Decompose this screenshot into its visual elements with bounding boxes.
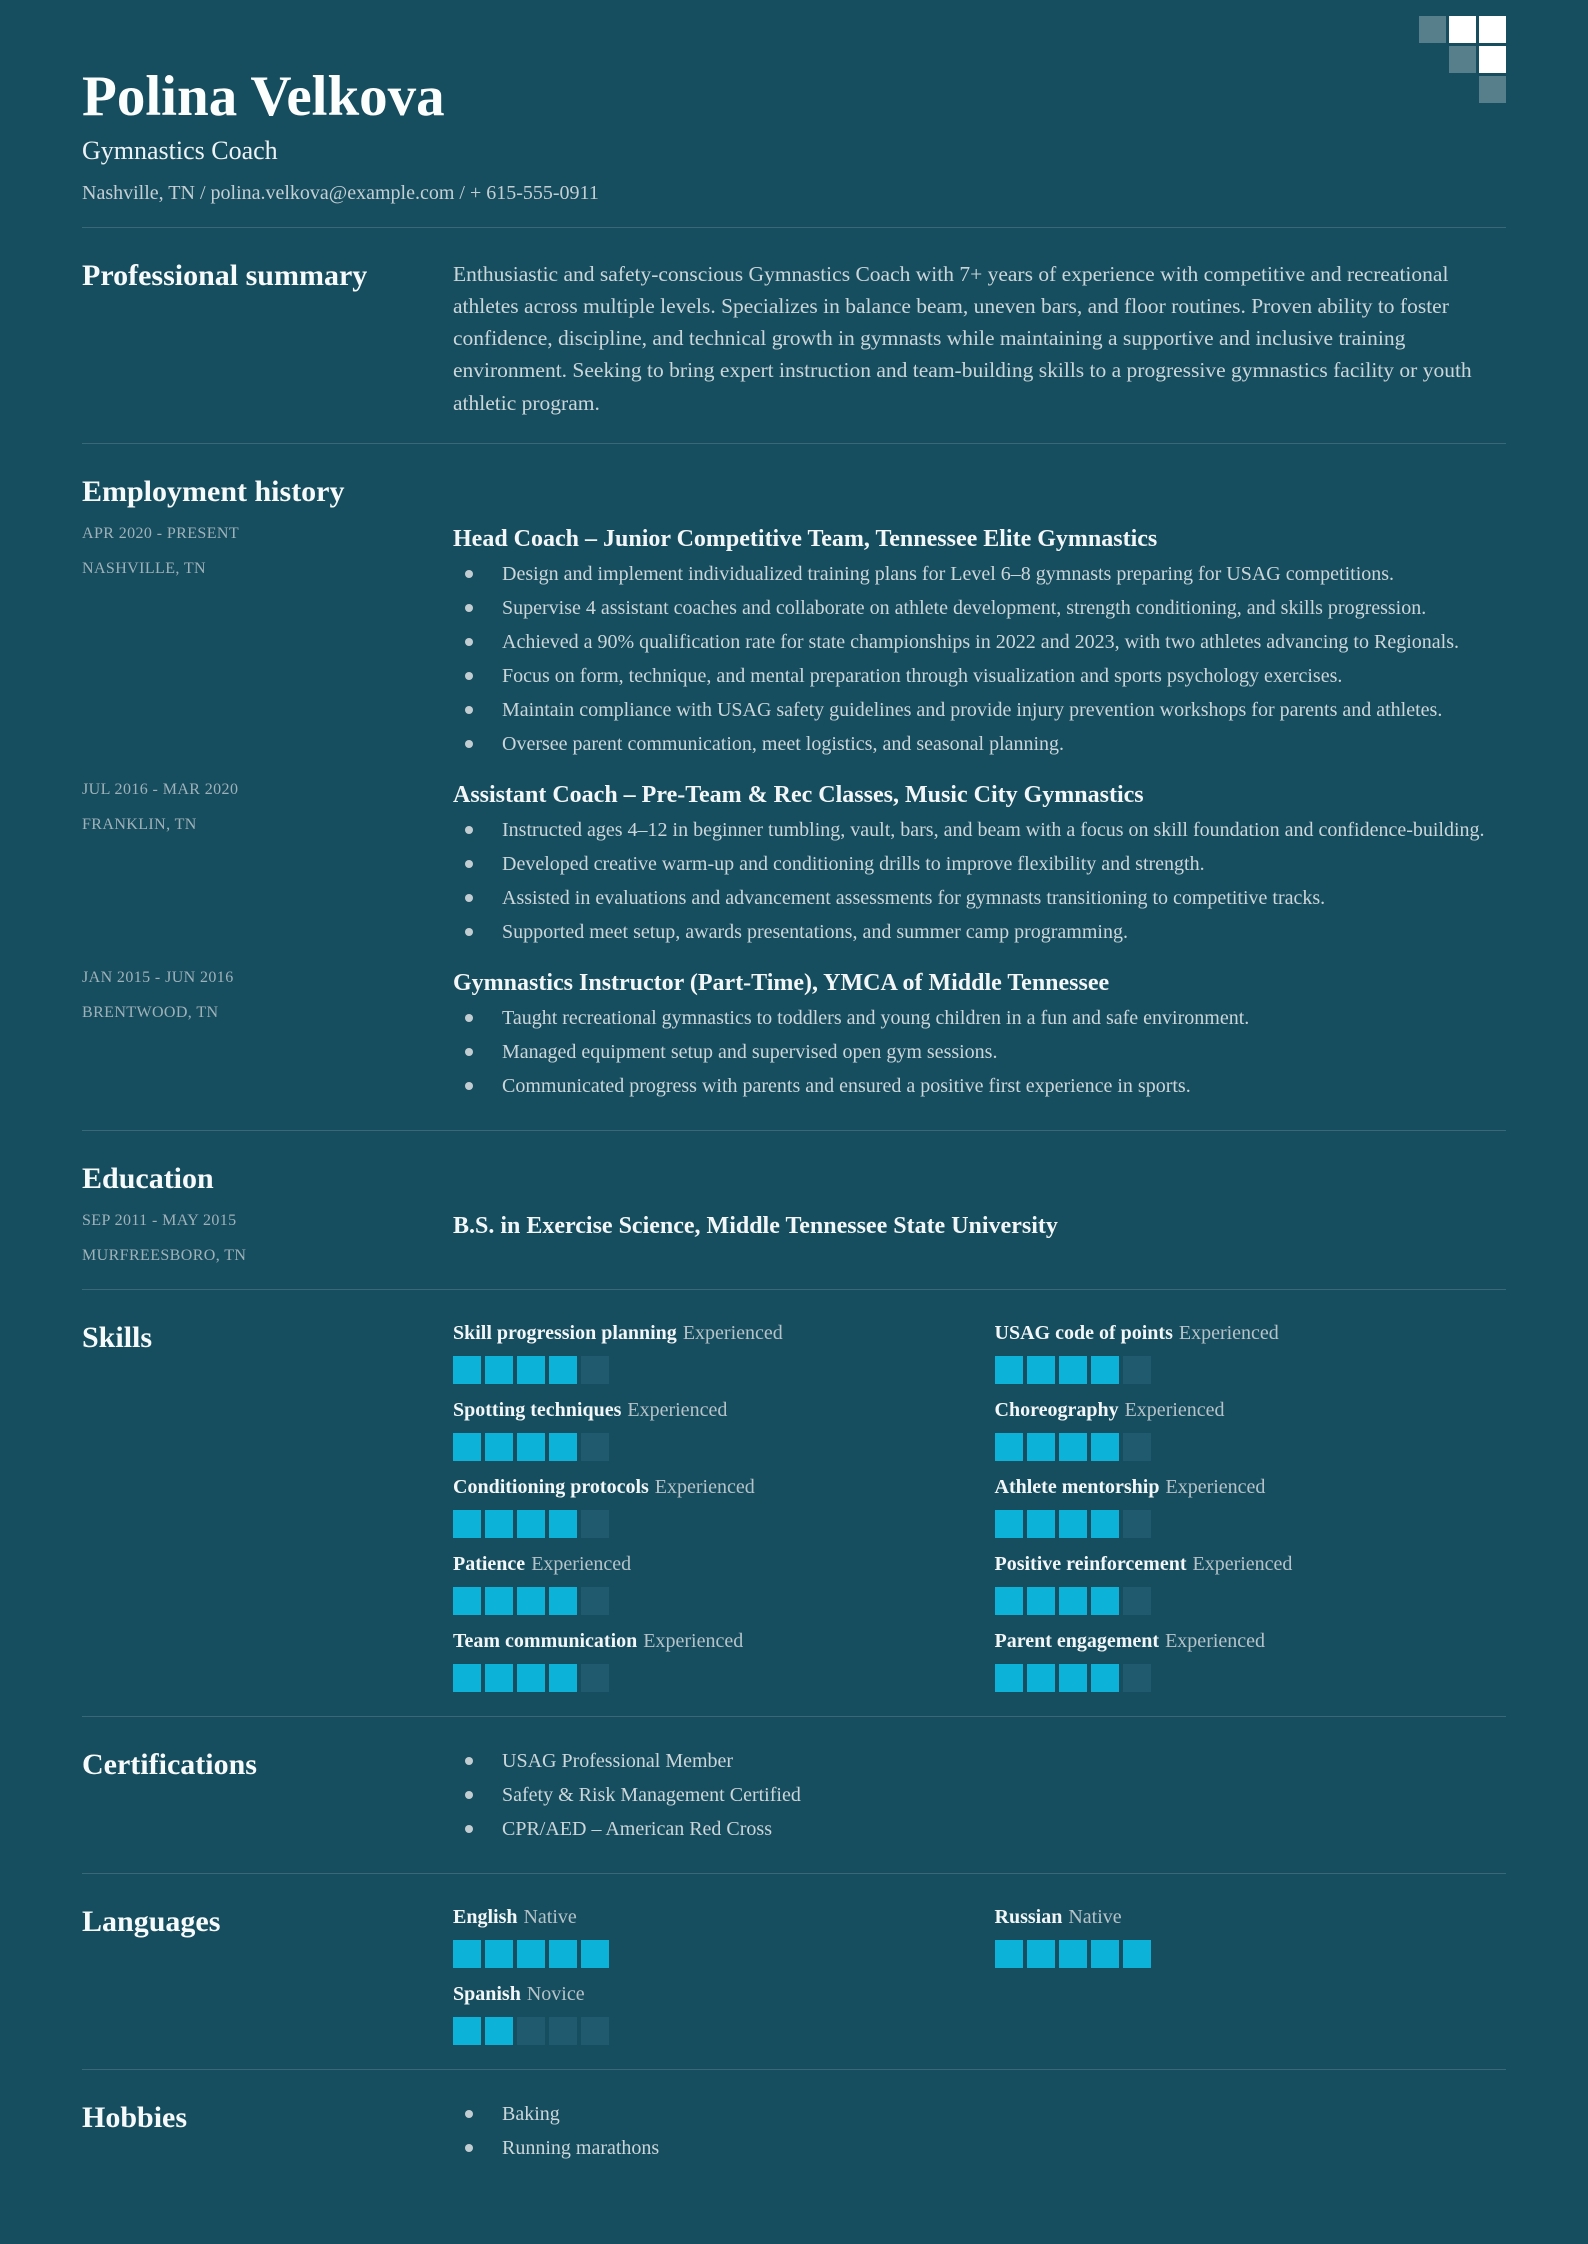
- skill-level-label: Experienced: [682, 1322, 783, 1345]
- contact-line: Nashville, TN / polina.velkova@example.com / + 615-555-0911: [82, 181, 599, 204]
- entry-meta: [82, 780, 453, 834]
- skill-name: Conditioning protocols: [453, 1476, 649, 1499]
- level-square: [1123, 1587, 1151, 1615]
- level-square: [995, 1510, 1023, 1538]
- level-square: [581, 2017, 609, 2045]
- language-level-label: Native: [1068, 1906, 1122, 1929]
- level-square: [1091, 1587, 1119, 1615]
- language-level-bar: [453, 2017, 965, 2045]
- skill-item: [995, 1474, 1507, 1538]
- employment-entry: [82, 968, 1506, 1106]
- level-square: [581, 1664, 609, 1692]
- entry-bullet-list: [453, 1004, 1506, 1101]
- skill-item: [995, 1628, 1507, 1692]
- level-square: [549, 1510, 577, 1538]
- skill-level-bar: [453, 1433, 965, 1461]
- skill-level-label: Experienced: [1165, 1630, 1266, 1653]
- language-item: [453, 1904, 965, 1968]
- skill-item: [995, 1397, 1507, 1461]
- section-employment-history: [82, 443, 1506, 1130]
- level-square: [549, 2017, 577, 2045]
- entry-title: B.S. in Exercise Science, Middle Tennessee State University: [453, 1212, 1058, 1239]
- level-square: [453, 1433, 481, 1461]
- bullet-item: Achieved a 90% qualification rate for state championships in 2022 and 2023, with two athletes advancing to Regionals.: [453, 628, 1506, 657]
- section-heading-skills: Skills: [82, 1321, 153, 1355]
- skill-level-bar: [995, 1587, 1507, 1615]
- level-square: [549, 1587, 577, 1615]
- level-square: [995, 1664, 1023, 1692]
- bullet-item: Developed creative warm-up and conditioning drills to improve flexibility and strength.: [453, 850, 1506, 879]
- language-head: [995, 1904, 1507, 1930]
- employment-entries: [82, 524, 1506, 1106]
- skill-item: [995, 1551, 1507, 1615]
- level-square: [485, 1356, 513, 1384]
- bullet-item: Design and implement individualized training plans for Level 6–8 gymnasts preparing for USAG competitions.: [453, 560, 1506, 589]
- entry-bullet-list: [453, 816, 1506, 947]
- bullet-item: Communicated progress with parents and ensured a positive first experience in sports.: [453, 1072, 1506, 1101]
- level-square: [485, 2017, 513, 2045]
- hobby-item: Running marathons: [453, 2134, 1506, 2163]
- level-square: [485, 1587, 513, 1615]
- level-square: [549, 1356, 577, 1384]
- level-square: [1123, 1664, 1151, 1692]
- skill-level-bar: [995, 1356, 1507, 1384]
- level-square: [995, 1940, 1023, 1968]
- level-square: [1059, 1433, 1087, 1461]
- language-level-bar: [995, 1940, 1507, 1968]
- level-square: [1027, 1664, 1055, 1692]
- language-head: [453, 1981, 965, 2007]
- skill-level-bar: [995, 1510, 1507, 1538]
- skill-item: [453, 1320, 965, 1384]
- section-professional-summary: [82, 227, 1506, 443]
- skill-head: [995, 1551, 1507, 1577]
- level-square: [995, 1433, 1023, 1461]
- skill-name: Team communication: [453, 1630, 638, 1653]
- entry-location: BRENTWOOD, TN: [82, 1003, 219, 1021]
- skill-name: Choreography: [994, 1399, 1119, 1422]
- bullet-item: Supervise 4 assistant coaches and collaborate on athlete development, strength conditioning, and skills progression.: [453, 594, 1506, 623]
- skill-name: USAG code of points: [994, 1322, 1173, 1345]
- employment-entry: [82, 524, 1506, 764]
- level-square: [1059, 1587, 1087, 1615]
- level-square: [453, 1356, 481, 1384]
- entry-dates: JAN 2015 - JUN 2016: [82, 968, 234, 986]
- level-square: [1059, 1940, 1087, 1968]
- skill-level-label: Experienced: [654, 1476, 755, 1499]
- logo-square: [1419, 16, 1446, 43]
- level-square: [581, 1433, 609, 1461]
- certification-item: Safety & Risk Management Certified: [453, 1781, 1506, 1810]
- section-hobbies: [82, 2069, 1506, 2192]
- skill-name: Patience: [453, 1553, 526, 1576]
- person-name: Polina Velkova: [82, 65, 445, 128]
- skill-head: [453, 1320, 965, 1346]
- skill-head: [453, 1474, 965, 1500]
- skill-head: [453, 1628, 965, 1654]
- level-square: [517, 1433, 545, 1461]
- skill-head: [995, 1320, 1507, 1346]
- language-name: English: [453, 1906, 518, 1929]
- certification-list: [453, 1747, 1506, 1849]
- employment-entry: [82, 780, 1506, 952]
- skill-level-bar: [995, 1664, 1507, 1692]
- section-heading-languages: Languages: [82, 1905, 221, 1939]
- level-square: [453, 1510, 481, 1538]
- section-education: [82, 1130, 1506, 1289]
- languages-grid: [453, 1904, 1506, 2045]
- level-square: [1123, 1510, 1151, 1538]
- skill-head: [995, 1628, 1507, 1654]
- entry-location: MURFREESBORO, TN: [82, 1246, 247, 1264]
- level-square: [1091, 1940, 1119, 1968]
- level-square: [453, 1587, 481, 1615]
- section-certifications: [82, 1716, 1506, 1873]
- skill-name: Parent engagement: [994, 1630, 1160, 1653]
- skill-name: Skill progression planning: [453, 1322, 677, 1345]
- level-square: [453, 1664, 481, 1692]
- level-square: [1027, 1510, 1055, 1538]
- language-item: [453, 1981, 965, 2045]
- summary-text: Enthusiastic and safety-conscious Gymnastics Coach with 7+ years of experience with competitive and recreational athletes across multiple levels. Specializes in balance beam, uneven bars, and floor routines. Proven ability to foster confidence, discipline, and technical growth in gymnasts while maintaining a supportive and inclusive training environment. Seeking to bring expert instruction and team-building skills to a progressive gymnastics facility or youth athletic program.: [453, 261, 1472, 415]
- level-square: [581, 1356, 609, 1384]
- skill-level-bar: [453, 1510, 965, 1538]
- logo-square: [1479, 46, 1506, 73]
- section-heading-education: Education: [82, 1161, 214, 1195]
- level-square: [549, 1433, 577, 1461]
- level-square: [1027, 1587, 1055, 1615]
- hobby-list: [453, 2100, 1506, 2168]
- level-square: [485, 1664, 513, 1692]
- logo-square: [1449, 46, 1476, 73]
- skill-item: [995, 1320, 1507, 1384]
- certification-item: USAG Professional Member: [453, 1747, 1506, 1776]
- level-square: [1123, 1940, 1151, 1968]
- hobby-item: Baking: [453, 2100, 1506, 2129]
- skill-level-label: Experienced: [1192, 1553, 1293, 1576]
- entry-meta: [82, 968, 453, 1022]
- level-square: [1091, 1664, 1119, 1692]
- entry-body: [453, 524, 1506, 764]
- language-name: Russian: [994, 1906, 1063, 1929]
- skill-level-bar: [453, 1664, 965, 1692]
- level-square: [453, 2017, 481, 2045]
- entry-dates: JUL 2016 - MAR 2020: [82, 780, 239, 798]
- bullet-item: Focus on form, technique, and mental preparation through visualization and sports psychology exercises.: [453, 662, 1506, 691]
- section-heading-hobbies: Hobbies: [82, 2101, 188, 2135]
- skill-head: [995, 1397, 1507, 1423]
- entry-body: [453, 780, 1506, 952]
- entry-title: Assistant Coach – Pre-Team & Rec Classes, Music City Gymnastics: [453, 781, 1144, 808]
- header: [82, 0, 1506, 227]
- level-square: [517, 1664, 545, 1692]
- level-square: [581, 1587, 609, 1615]
- entry-body: [453, 968, 1506, 1106]
- person-job-title: Gymnastics Coach: [82, 135, 278, 165]
- skill-level-bar: [995, 1433, 1507, 1461]
- bullet-item: Assisted in evaluations and advancement assessments for gymnasts transitioning to competitive tracks.: [453, 884, 1506, 913]
- bullet-item: Maintain compliance with USAG safety guidelines and provide injury prevention workshops for parents and athletes.: [453, 696, 1506, 725]
- logo-square: [1479, 16, 1506, 43]
- language-level-label: Novice: [526, 1983, 585, 2006]
- entry-dates: APR 2020 - PRESENT: [82, 524, 239, 542]
- level-square: [485, 1510, 513, 1538]
- level-square: [995, 1587, 1023, 1615]
- skill-level-label: Experienced: [1178, 1322, 1279, 1345]
- skill-level-label: Experienced: [643, 1630, 744, 1653]
- skill-level-label: Experienced: [627, 1399, 728, 1422]
- language-level-label: Native: [523, 1906, 577, 1929]
- bullet-item: Instructed ages 4–12 in beginner tumbling, vault, bars, and beam with a focus on skill foundation and confidence-building.: [453, 816, 1506, 845]
- level-square: [453, 1940, 481, 1968]
- logo-square: [1479, 76, 1506, 103]
- level-square: [517, 2017, 545, 2045]
- section-heading-professional-summary: Professional summary: [82, 258, 368, 292]
- level-square: [1091, 1510, 1119, 1538]
- level-square: [1059, 1356, 1087, 1384]
- skill-level-label: Experienced: [531, 1553, 632, 1576]
- level-square: [1027, 1433, 1055, 1461]
- level-square: [485, 1433, 513, 1461]
- language-name: Spanish: [453, 1983, 521, 2006]
- skill-head: [453, 1397, 965, 1423]
- entry-location: FRANKLIN, TN: [82, 815, 197, 833]
- language-level-bar: [453, 1940, 965, 1968]
- level-square: [1091, 1433, 1119, 1461]
- level-square: [995, 1356, 1023, 1384]
- level-square: [1027, 1356, 1055, 1384]
- skill-item: [453, 1628, 965, 1692]
- skill-level-bar: [453, 1356, 965, 1384]
- level-square: [1091, 1356, 1119, 1384]
- skill-level-bar: [453, 1587, 965, 1615]
- section-skills: [82, 1289, 1506, 1716]
- skill-item: [453, 1397, 965, 1461]
- entry-dates: SEP 2011 - MAY 2015: [82, 1211, 237, 1229]
- education-entry: [82, 1211, 1506, 1265]
- level-square: [517, 1356, 545, 1384]
- level-square: [517, 1510, 545, 1538]
- level-square: [1059, 1664, 1087, 1692]
- level-square: [1123, 1433, 1151, 1461]
- level-square: [549, 1664, 577, 1692]
- level-square: [485, 1940, 513, 1968]
- skill-item: [453, 1551, 965, 1615]
- entry-title: Gymnastics Instructor (Part-Time), YMCA of Middle Tennessee: [453, 969, 1110, 996]
- level-square: [517, 1587, 545, 1615]
- level-square: [581, 1510, 609, 1538]
- skill-head: [453, 1551, 965, 1577]
- education-entries: [82, 1211, 1506, 1265]
- entry-title: Head Coach – Junior Competitive Team, Tennessee Elite Gymnastics: [453, 525, 1158, 552]
- skill-level-label: Experienced: [1165, 1476, 1266, 1499]
- entry-meta: [82, 524, 453, 578]
- section-heading-employment-history: Employment history: [82, 474, 345, 508]
- skill-name: Spotting techniques: [453, 1399, 622, 1422]
- bullet-item: Taught recreational gymnastics to toddlers and young children in a fun and safe environment.: [453, 1004, 1506, 1033]
- section-languages: [82, 1873, 1506, 2069]
- entry-bullet-list: [453, 560, 1506, 759]
- skill-item: [453, 1474, 965, 1538]
- logo-square: [1449, 16, 1476, 43]
- skill-head: [995, 1474, 1507, 1500]
- logo-squares-icon: [1419, 16, 1506, 103]
- entry-meta: [82, 1211, 453, 1265]
- skills-grid: [453, 1320, 1506, 1692]
- language-head: [453, 1904, 965, 1930]
- entry-body: [453, 1211, 1506, 1247]
- section-heading-certifications: Certifications: [82, 1748, 257, 1782]
- bullet-item: Supported meet setup, awards presentations, and summer camp programming.: [453, 918, 1506, 947]
- entry-location: NASHVILLE, TN: [82, 559, 207, 577]
- level-square: [549, 1940, 577, 1968]
- language-item: [995, 1904, 1507, 1968]
- bullet-item: Oversee parent communication, meet logistics, and seasonal planning.: [453, 730, 1506, 759]
- level-square: [517, 1940, 545, 1968]
- level-square: [1059, 1510, 1087, 1538]
- skill-level-label: Experienced: [1124, 1399, 1225, 1422]
- skill-name: Athlete mentorship: [994, 1476, 1160, 1499]
- level-square: [1123, 1356, 1151, 1384]
- bullet-item: Managed equipment setup and supervised open gym sessions.: [453, 1038, 1506, 1067]
- skill-name: Positive reinforcement: [994, 1553, 1187, 1576]
- level-square: [581, 1940, 609, 1968]
- level-square: [1027, 1940, 1055, 1968]
- certification-item: CPR/AED – American Red Cross: [453, 1815, 1506, 1844]
